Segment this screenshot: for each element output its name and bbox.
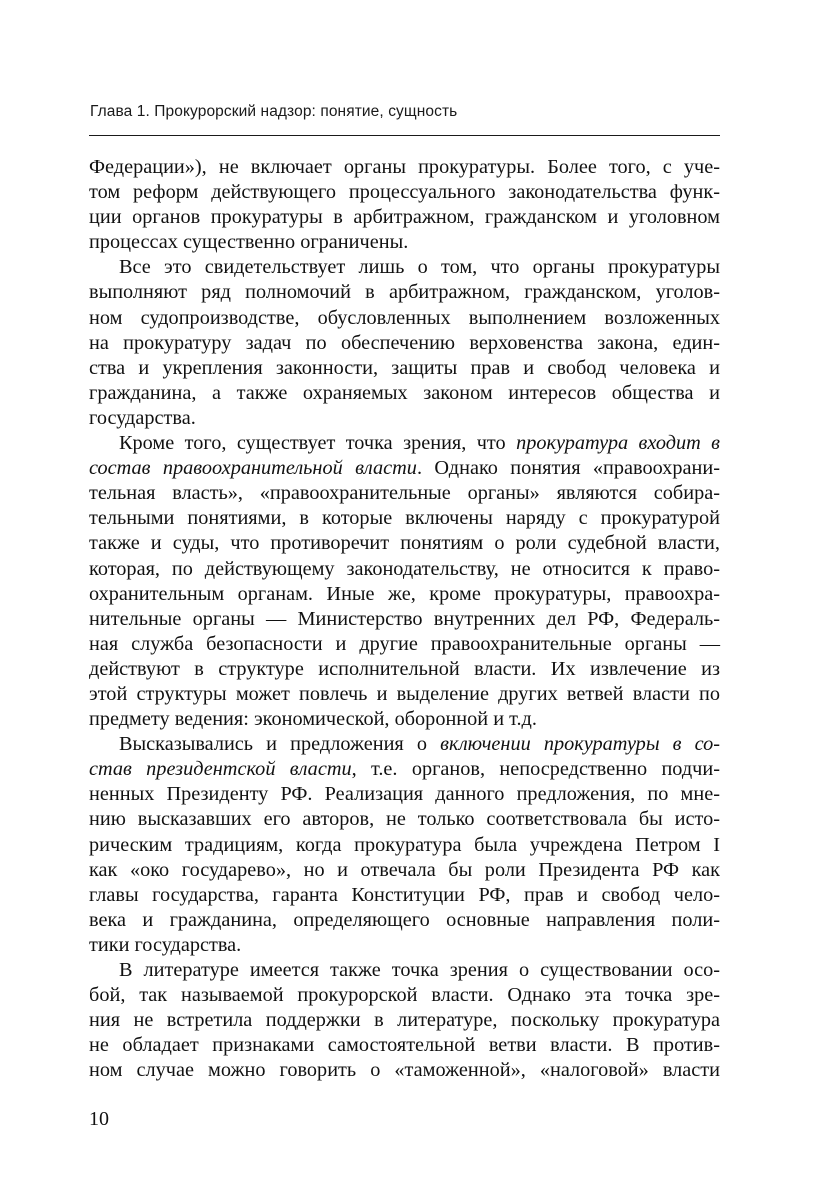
text-line: ции органов прокуратуры в арбитражном, гражданском и уголовном xyxy=(89,206,720,229)
italic-run: став президентской власти xyxy=(89,758,352,781)
text-line: охранительным органам. Иные же, кроме прокуратуры, правоохра- xyxy=(89,582,720,605)
text-run: Высказывались и предложения о xyxy=(119,733,441,756)
text-run: Кроме того, существует точка зрения, что xyxy=(119,432,517,455)
text-line: Все это свидетельствует лишь о том, что органы прокуратуры xyxy=(119,256,720,279)
text-line: процессах существенно ограничены. xyxy=(89,231,409,254)
text-line: ния не встретила поддержки в литературе, поскольку прокуратура xyxy=(89,1009,720,1032)
text-line: том реформ действующего процессуального законодательства функ- xyxy=(89,181,720,204)
text-line: также и суды, что противоречит понятиям о роли судебной власти, xyxy=(89,532,720,555)
text-run: . Однако понятия «правоохрани- xyxy=(416,457,720,480)
text-line: предмету ведения: экономической, оборонной и т.д. xyxy=(89,708,537,731)
text-line: не обладает признаками самостоятельной ветви власти. В против- xyxy=(89,1034,720,1057)
running-head: Глава 1. Прокурорский надзор: понятие, сущность xyxy=(90,103,458,120)
text-line: выполняют ряд полномочий в арбитражном, гражданском, уголов- xyxy=(89,281,720,304)
text-line: которая, по действующему законодательству, не относится к право- xyxy=(89,557,720,580)
text-line xyxy=(89,456,720,481)
text-line xyxy=(89,431,720,456)
text-line: как «око государево», но и отвечала бы роли Президента РФ как xyxy=(89,858,720,881)
text-line: государства. xyxy=(89,406,196,429)
text-line: главы государства, гаранта Конституции РФ, прав и свобод чело- xyxy=(89,883,720,906)
header-rule xyxy=(89,135,720,136)
italic-run: прокуратура входит в xyxy=(516,432,720,455)
text-line: ном судопроизводстве, обусловленных выполнением возложенных xyxy=(89,306,720,329)
text-line: на прокуратуру задач по обеспечению верховенства закона, един- xyxy=(89,331,720,354)
text-line: тельными понятиями, в которые включены наряду с прокуратурой xyxy=(89,507,720,530)
text-line xyxy=(89,732,720,757)
italic-run: включении прокуратуры в со- xyxy=(440,733,720,756)
page-number: 10 xyxy=(89,1108,109,1130)
text-line: В литературе имеется также точка зрения о существовании осо- xyxy=(119,959,720,981)
text-line xyxy=(89,757,720,782)
text-line: действуют в структуре исполнительной власти. Их извлечение из xyxy=(89,657,720,680)
text-line: этой структуры может повлечь и выделение других ветвей власти по xyxy=(89,682,720,705)
page-body xyxy=(89,155,720,1083)
italic-run: состав правоохранительной власти xyxy=(89,457,417,480)
text-line: нию высказавших его авторов, не только соответствовала бы исто- xyxy=(89,808,720,831)
text-line: ненных Президенту РФ. Реализация данного предложения, по мне- xyxy=(89,783,720,806)
text-run: , т.е. органов, непосредственно подчи- xyxy=(351,758,720,781)
text-line: ная служба безопасности и другие правоохранительные органы — xyxy=(89,632,720,655)
text-line: ства и укрепления законности, защиты прав и свобод человека и xyxy=(89,356,720,379)
text-line: гражданина, а также охраняемых законом интересов общества и xyxy=(89,381,720,404)
text-line: ном случае можно говорить о «таможенной», «налоговой» власти xyxy=(89,1059,720,1082)
text-line: рическим традициям, когда прокуратура была учреждена Петром I xyxy=(89,833,720,856)
text-line: тельная власть», «правоохранительные органы» являются собира- xyxy=(89,482,720,505)
text-line: тики государства. xyxy=(89,933,242,956)
text-line: Федерации»), не включает органы прокуратуры. Более того, с уче- xyxy=(89,156,720,178)
text-line: бой, так называемой прокурорской власти. Однако эта точка зре- xyxy=(89,984,720,1007)
text-line: века и гражданина, определяющего основные направления поли- xyxy=(89,908,720,931)
text-line: нительные органы — Министерство внутренних дел РФ, Федераль- xyxy=(89,607,720,630)
